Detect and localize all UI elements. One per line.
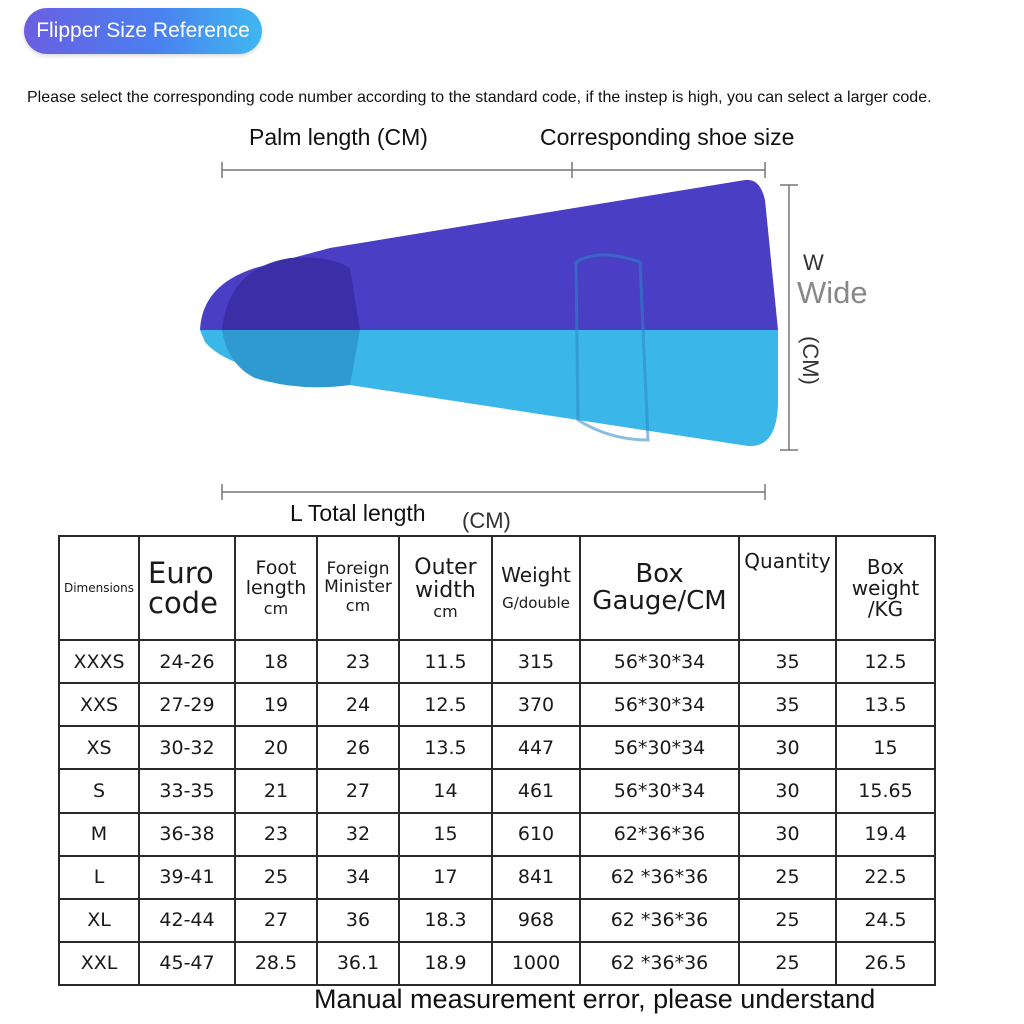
shoe-dimension-line	[572, 162, 765, 178]
table-row	[59, 683, 935, 726]
header-boxw-unit: /KG	[867, 596, 904, 621]
header-euro-code	[139, 536, 235, 640]
cell-box-weight: 15	[836, 726, 935, 769]
cell-size: XXL	[59, 942, 139, 985]
cell-outer-width: 15	[399, 813, 492, 856]
cell-box-gauge: 62 *36*36	[580, 942, 739, 985]
cell-weight: 370	[492, 683, 580, 726]
header-foot-line2: length	[245, 576, 307, 599]
cell-foot-length: 27	[235, 899, 317, 942]
header-dimensions: Dimensions	[59, 536, 139, 640]
shoe-size-label: Corresponding shoe size	[540, 124, 795, 150]
table-header-row	[59, 536, 935, 640]
cell-foreign-minister: 34	[317, 856, 399, 899]
cell-box-weight: 26.5	[836, 942, 935, 985]
cell-weight: 841	[492, 856, 580, 899]
cell-size: M	[59, 813, 139, 856]
cell-outer-width: 11.5	[399, 640, 492, 683]
header-euro-line1: Euro	[148, 555, 214, 590]
cell-euro-code: 33-35	[139, 769, 235, 812]
cell-box-gauge: 62*36*36	[580, 813, 739, 856]
cell-foreign-minister: 36	[317, 899, 399, 942]
cell-foot-length: 19	[235, 683, 317, 726]
cell-box-gauge: 62 *36*36	[580, 856, 739, 899]
cell-foreign-minister: 24	[317, 683, 399, 726]
header-boxw-line1: Box	[866, 554, 905, 579]
header-weight	[492, 536, 580, 640]
cell-weight: 447	[492, 726, 580, 769]
size-table	[58, 535, 936, 986]
cell-foot-length: 18	[235, 640, 317, 683]
cell-quantity: 25	[739, 942, 836, 985]
header-foot-length	[235, 536, 317, 640]
table-row	[59, 726, 935, 769]
total-length-unit: (CM)	[462, 508, 511, 533]
table-row	[59, 942, 935, 985]
width-letter: W	[803, 250, 824, 275]
header-outer-line1: Outer	[414, 554, 477, 580]
cell-outer-width: 12.5	[399, 683, 492, 726]
cell-box-gauge: 62 *36*36	[580, 899, 739, 942]
header-foreign-unit: cm	[345, 596, 371, 616]
header-weight-unit: G/double	[502, 593, 570, 612]
cell-euro-code: 27-29	[139, 683, 235, 726]
width-label: Wide	[797, 275, 868, 310]
header-outer-width	[399, 536, 492, 640]
cell-box-weight: 12.5	[836, 640, 935, 683]
foot-opening-bottom	[222, 330, 360, 387]
flipper-size-reference-badge: Flipper Size Reference	[24, 8, 262, 54]
table-row	[59, 813, 935, 856]
cell-weight: 610	[492, 813, 580, 856]
cell-outer-width: 14	[399, 769, 492, 812]
header-outer-line2: width	[415, 577, 476, 603]
table-row	[59, 640, 935, 683]
cell-size: S	[59, 769, 139, 812]
cell-box-weight: 24.5	[836, 899, 935, 942]
cell-euro-code: 30-32	[139, 726, 235, 769]
cell-quantity: 30	[739, 726, 836, 769]
cell-foreign-minister: 26	[317, 726, 399, 769]
cell-box-gauge: 56*30*34	[580, 640, 739, 683]
header-foreign-minister	[317, 536, 399, 640]
cell-outer-width: 13.5	[399, 726, 492, 769]
cell-box-weight: 15.65	[836, 769, 935, 812]
width-unit-label: (CM)	[798, 336, 823, 385]
cell-box-gauge: 56*30*34	[580, 769, 739, 812]
foot-opening-top	[222, 257, 360, 330]
header-foreign-line1: Foreign	[326, 558, 390, 579]
cell-foot-length: 21	[235, 769, 317, 812]
cell-foreign-minister: 32	[317, 813, 399, 856]
cell-quantity: 25	[739, 856, 836, 899]
cell-outer-width: 17	[399, 856, 492, 899]
cell-euro-code: 42-44	[139, 899, 235, 942]
cell-foreign-minister: 23	[317, 640, 399, 683]
cell-quantity: 25	[739, 899, 836, 942]
cell-weight: 968	[492, 899, 580, 942]
header-weight-line1: Weight	[501, 562, 571, 587]
cell-weight: 1000	[492, 942, 580, 985]
cell-foot-length: 25	[235, 856, 317, 899]
cell-box-weight: 22.5	[836, 856, 935, 899]
table-row	[59, 899, 935, 942]
cell-outer-width: 18.9	[399, 942, 492, 985]
cell-weight: 461	[492, 769, 580, 812]
cell-euro-code: 39-41	[139, 856, 235, 899]
cell-box-gauge: 56*30*34	[580, 683, 739, 726]
total-length-dimension-line	[222, 484, 765, 500]
cell-quantity: 30	[739, 813, 836, 856]
cell-foot-length: 23	[235, 813, 317, 856]
palm-dimension-line	[222, 162, 572, 178]
cell-weight: 315	[492, 640, 580, 683]
width-dimension-line	[780, 185, 798, 450]
header-box-weight	[836, 536, 935, 640]
header-boxw-line2: weight	[851, 575, 920, 600]
cell-size: XXXS	[59, 640, 139, 683]
total-length-label: L Total length	[290, 500, 426, 526]
cell-foreign-minister: 27	[317, 769, 399, 812]
header-outer-unit: cm	[433, 601, 458, 621]
header-foreign-line2: Minister	[324, 576, 392, 597]
table-row	[59, 769, 935, 812]
table-row	[59, 856, 935, 899]
cell-euro-code: 45-47	[139, 942, 235, 985]
header-foot-line1: Foot	[255, 556, 297, 579]
header-foot-unit: cm	[263, 598, 289, 618]
cell-size: L	[59, 856, 139, 899]
cell-quantity: 35	[739, 640, 836, 683]
measurement-error-note: Manual measurement error, please understand	[314, 984, 876, 1014]
cell-box-weight: 13.5	[836, 683, 935, 726]
size-selection-note: Please select the corresponding code number according to the standard code, if the instep is high, you can select a larger code.	[27, 89, 932, 106]
header-euro-line2: code	[148, 586, 218, 620]
header-box-gauge	[580, 536, 739, 640]
palm-length-label: Palm length (CM)	[249, 124, 428, 150]
cell-quantity: 30	[739, 769, 836, 812]
cell-foot-length: 20	[235, 726, 317, 769]
cell-size: XS	[59, 726, 139, 769]
cell-foreign-minister: 36.1	[317, 942, 399, 985]
cell-euro-code: 36-38	[139, 813, 235, 856]
header-box-line2: Gauge/CM	[592, 586, 727, 616]
cell-size: XXS	[59, 683, 139, 726]
cell-size: XL	[59, 899, 139, 942]
cell-box-gauge: 56*30*34	[580, 726, 739, 769]
cell-euro-code: 24-26	[139, 640, 235, 683]
cell-box-weight: 19.4	[836, 813, 935, 856]
cell-foot-length: 28.5	[235, 942, 317, 985]
cell-quantity: 35	[739, 683, 836, 726]
cell-outer-width: 18.3	[399, 899, 492, 942]
header-box-line1: Box	[635, 558, 684, 589]
header-quantity: Quantity	[739, 536, 836, 640]
